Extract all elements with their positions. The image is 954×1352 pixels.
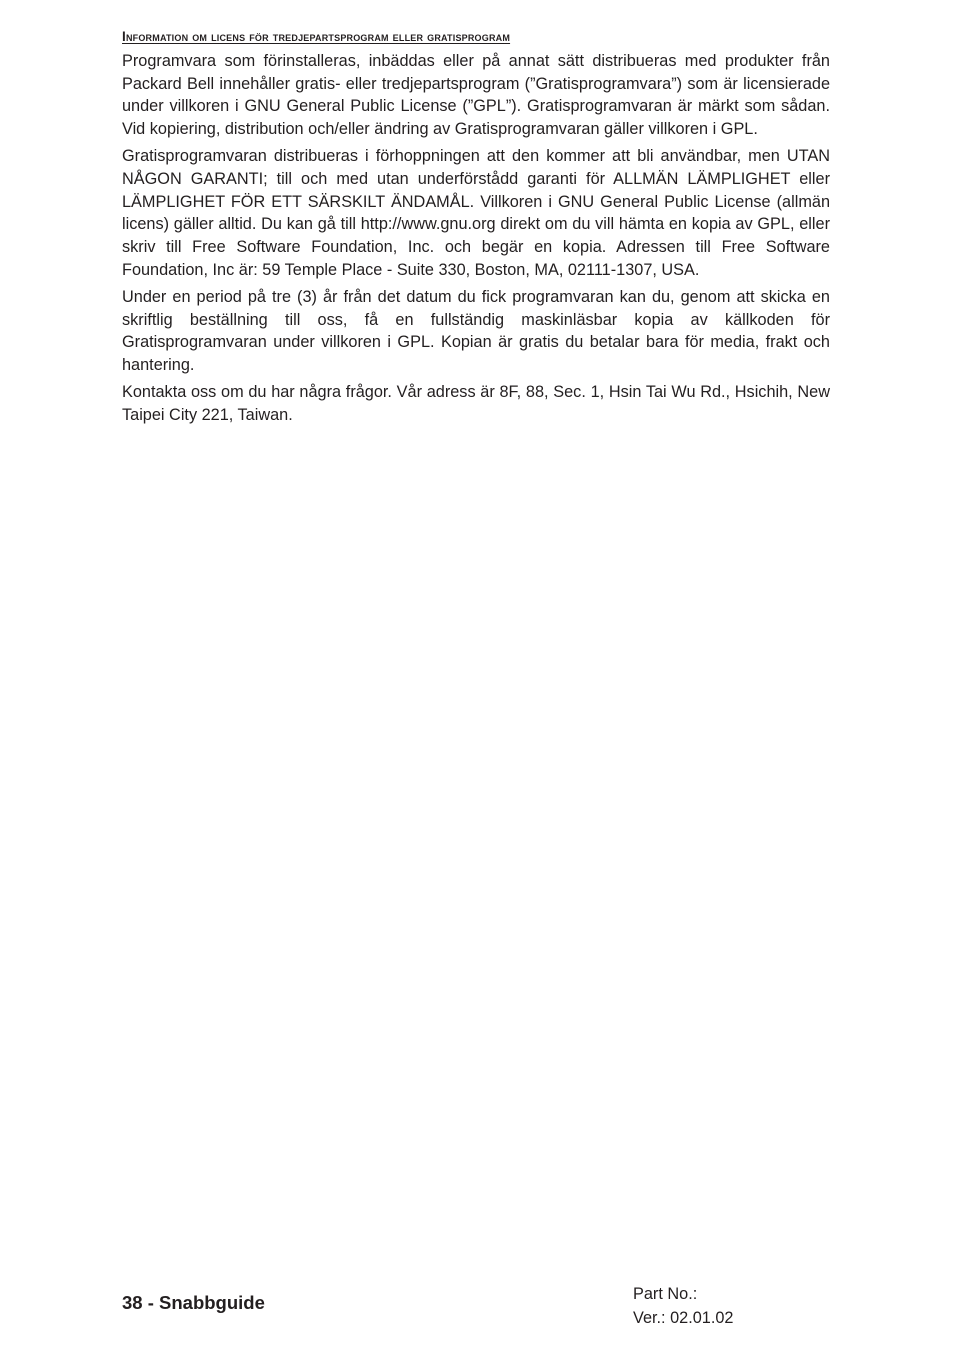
- paragraph-contact: Kontakta oss om du har några frågor. Vår adress är 8F, 88, Sec. 1, Hsin Tai Wu Rd., Hsichih, New Taipei City 221, Taiwan.: [122, 383, 830, 425]
- section-heading: Information om licens för tredjepartsprogram eller gratisprogram: [122, 29, 511, 44]
- part-number-label: Part No.:: [633, 1285, 698, 1303]
- page-number-label: 38 - Snabbguide: [122, 1292, 265, 1313]
- version-label: Ver.: 02.01.02: [633, 1309, 734, 1327]
- paragraph-source-offer: Under en period på tre (3) år från det datum du fick programvaran kan du, genom att skicka en skriftlig beställning till oss, få en fullständig maskinläsbar kopia av källkoden för Gratisprogramvaran under villkoren i GPL. Kopian är gratis du betalar bara för media, frakt och hantering.: [122, 288, 830, 375]
- license-section: [122, 28, 830, 431]
- paragraph-warranty: Gratisprogramvaran distribueras i förhoppningen att den kommer att bli användbar, men UTAN NÅGON GARANTI; till och med utan underförstådd garanti för ALLMÄN LÄMPLIGHET eller LÄMPLIGHET FÖR ETT SÄRSKILT ÄNDAMÅL. Villkoren i GNU General Public License (allmän licens) gäller alltid. Du kan gå till http://www.gnu.org direkt om du vill hämta en kopia av GPL, eller skriv till Free Software Foundation, Inc. och begär en kopia. Adressen till Free Software Foundation, Inc är: 59 Temple Place - Suite 330, Boston, MA, 02111-1307, USA.: [122, 147, 830, 279]
- part-info: [633, 1282, 734, 1330]
- paragraph-gpl-intro: Programvara som förinstalleras, inbäddas eller på annat sätt distribueras med produkter från Packard Bell innehåller gratis- eller tredjepartsprogram (”Gratisprogramvara”) som är licensierade under villkoren i GNU General Public License (”GPL”). Gratisprogramvaran är märkt som sådan. Vid kopiering, distribution och/eller ändring av Gratisprogramvaran gäller villkoren i GPL.: [122, 52, 830, 139]
